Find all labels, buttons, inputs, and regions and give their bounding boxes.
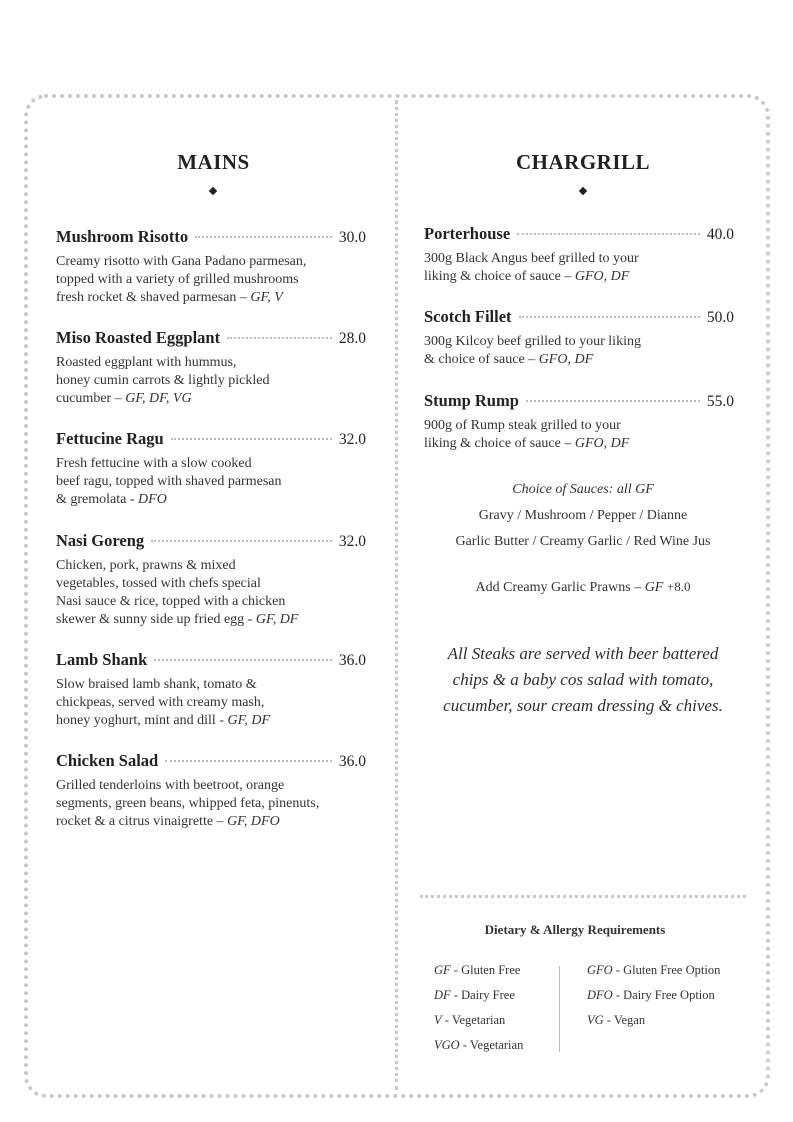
dietary-tags: GF, DF: [255, 612, 299, 627]
dotted-leader: [227, 337, 332, 339]
item-price: 30.0: [338, 229, 366, 246]
item-name: Fettucine Ragu: [56, 429, 164, 448]
legend-label: - Gluten Free: [450, 963, 521, 977]
desc-line: & gremolata -: [56, 492, 139, 507]
dietary-legend-left: [434, 963, 523, 1063]
note-line: cucumber, sour cream dressing & chives.: [443, 696, 723, 715]
item-description: [424, 417, 734, 453]
dotted-leader: [154, 659, 332, 661]
dietary-tags: GF, DF, VG: [125, 391, 192, 406]
dotted-leader: [151, 540, 332, 542]
legend-code: VGO: [434, 1038, 460, 1052]
desc-line: Grilled tenderloins with beetroot, orange: [56, 778, 285, 793]
desc-line: skewer & sunny side up fried egg -: [56, 612, 256, 627]
desc-line: Slow braised lamb shank, tomato &: [56, 677, 257, 692]
dietary-tags: GF: [644, 580, 664, 595]
desc-line: beef ragu, topped with shaved parmesan: [56, 474, 282, 489]
dotted-leader: [171, 438, 332, 440]
legend-row: [587, 963, 720, 988]
item-name: Porterhouse: [424, 224, 511, 243]
item-name: Stump Rump: [424, 391, 519, 410]
note-line: All Steaks are served with beer battered: [447, 644, 719, 663]
legend-row: [587, 988, 720, 1013]
menu-item-mushroom-risotto: [56, 227, 366, 307]
desc-line: fresh rocket & shaved parmesan –: [56, 290, 251, 305]
legend-code: GFO: [587, 963, 613, 977]
legend-divider: [559, 966, 560, 1052]
item-price: 36.0: [338, 652, 366, 669]
menu-item-stump-rump: [424, 391, 734, 453]
item-description: [56, 557, 366, 629]
dotted-leader: [526, 400, 700, 402]
legend-code: DFO: [587, 988, 613, 1002]
menu-item-miso-roasted-eggplant: [56, 328, 366, 408]
item-price: 55.0: [706, 393, 734, 410]
desc-line: Creamy risotto with Gana Padano parmesan,: [56, 254, 307, 269]
dietary-tags: GFO, DF: [538, 352, 594, 367]
legend-label: - Gluten Free Option: [612, 963, 721, 977]
desc-line: & choice of sauce –: [424, 352, 539, 367]
menu-item-porterhouse: [424, 224, 734, 286]
dietary-tags: GF, DF: [227, 713, 271, 728]
menu-item-scotch-fillet: [424, 307, 734, 369]
item-description: [56, 676, 366, 730]
item-description: [56, 777, 366, 831]
desc-line: honey cumin carrots & lightly pickled: [56, 373, 270, 388]
legend-row: [434, 1013, 523, 1038]
legend-label: - Dairy Free: [450, 988, 515, 1002]
sauces-heading: Choice of Sauces: all GF: [512, 482, 654, 497]
item-name: Nasi Goreng: [56, 531, 145, 550]
dotted-leader: [519, 316, 700, 318]
dietary-tags: GF, V: [250, 290, 283, 305]
legend-code: GF: [434, 963, 451, 977]
legend-code: V: [434, 1013, 442, 1027]
desc-line: topped with a variety of grilled mushrooms: [56, 272, 299, 287]
sauces-list: Garlic Butter / Creamy Garlic / Red Wine Jus: [455, 534, 711, 549]
item-price: 50.0: [706, 309, 734, 326]
desc-line: 300g Kilcoy beef grilled to your liking: [424, 334, 641, 349]
desc-line: rocket & a citrus vinaigrette –: [56, 814, 228, 829]
legend-label: - Vegan: [603, 1013, 646, 1027]
item-description: [424, 250, 734, 286]
dietary-tags: GFO, DF: [574, 436, 630, 451]
dietary-tags: DFO: [138, 492, 167, 507]
legend-row: [434, 1038, 523, 1063]
desc-line: cucumber –: [56, 391, 126, 406]
item-description: [56, 455, 366, 509]
dotted-leader: [195, 236, 332, 238]
section-separator: [420, 895, 746, 898]
desc-line: Fresh fettucine with a slow cooked: [56, 456, 252, 471]
item-price: 36.0: [338, 753, 366, 770]
desc-line: liking & choice of sauce –: [424, 269, 575, 284]
item-price: 32.0: [338, 431, 366, 448]
item-price: 32.0: [338, 533, 366, 550]
item-description: [56, 354, 366, 408]
addon-price: +8.0: [666, 579, 691, 594]
steak-note: [424, 641, 742, 719]
dietary-tags: GFO, DF: [574, 269, 630, 284]
desc-line: vegetables, tossed with chefs special: [56, 576, 261, 591]
legend-label: - Vegetarian: [441, 1013, 506, 1027]
mains-title: MAINS: [177, 150, 250, 174]
desc-line: honey yoghurt, mint and dill -: [56, 713, 228, 728]
desc-line: Nasi sauce & rice, topped with a chicken: [56, 594, 286, 609]
item-price: 28.0: [338, 330, 366, 347]
menu-item-lamb-shank: [56, 650, 366, 730]
item-description: [56, 253, 366, 307]
item-name: Chicken Salad: [56, 751, 159, 770]
dotted-leader: [517, 233, 700, 235]
note-line: chips & a baby cos salad with tomato,: [452, 670, 714, 689]
item-name: Mushroom Risotto: [56, 227, 189, 246]
legend-code: DF: [434, 988, 451, 1002]
menu-item-nasi-goreng: [56, 531, 366, 629]
item-price: 40.0: [706, 226, 734, 243]
dietary-title: Dietary & Allergy Requirements: [484, 922, 666, 937]
addon-line: [424, 579, 742, 596]
legend-label: - Vegetarian: [459, 1038, 524, 1052]
item-name: Scotch Fillet: [424, 307, 512, 326]
legend-row: [434, 988, 523, 1013]
column-divider: [395, 100, 401, 1090]
dotted-leader: [165, 760, 332, 762]
addon-text: Add Creamy Garlic Prawns –: [475, 580, 645, 595]
dietary-legend-right: [587, 963, 720, 1038]
chargrill-title: CHARGRILL: [515, 150, 651, 174]
desc-line: segments, green beans, whipped feta, pinenuts,: [56, 796, 320, 811]
menu-item-fettucine-ragu: [56, 429, 366, 509]
legend-code: VG: [587, 1013, 604, 1027]
item-name: Miso Roasted Eggplant: [56, 328, 221, 347]
desc-line: liking & choice of sauce –: [424, 436, 575, 451]
item-description: [424, 333, 734, 369]
legend-row: [434, 963, 523, 988]
desc-line: 300g Black Angus beef grilled to your: [424, 251, 639, 266]
desc-line: Chicken, pork, prawns & mixed: [56, 558, 236, 573]
dietary-tags: GF, DFO: [227, 814, 280, 829]
legend-row: [587, 1013, 720, 1038]
legend-label: - Dairy Free Option: [612, 988, 715, 1002]
item-name: Lamb Shank: [56, 650, 148, 669]
desc-line: chickpeas, served with creamy mash,: [56, 695, 265, 710]
desc-line: Roasted eggplant with hummus,: [56, 355, 237, 370]
sauces-list: Gravy / Mushroom / Pepper / Dianne: [478, 508, 688, 523]
menu-item-chicken-salad: [56, 751, 366, 831]
desc-line: 900g of Rump steak grilled to your: [424, 418, 621, 433]
